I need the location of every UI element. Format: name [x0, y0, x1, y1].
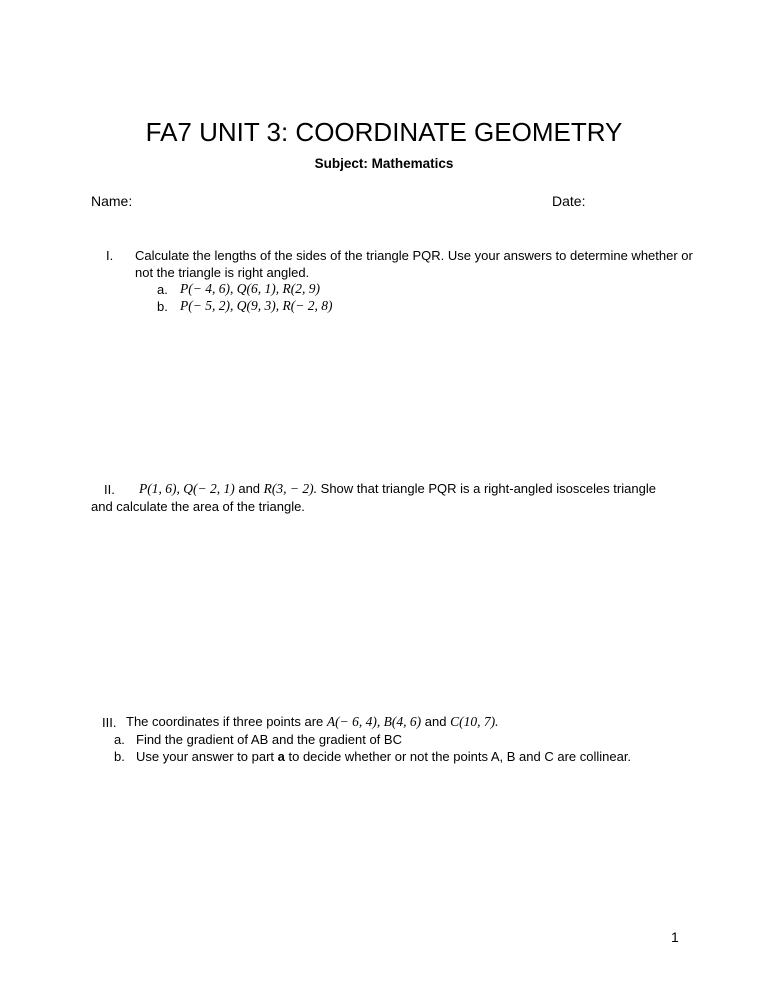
- question-3-and: and: [424, 714, 447, 729]
- question-3-intro: The coordinates if three points are: [126, 714, 324, 729]
- page-title: FA7 UNIT 3: COORDINATE GEOMETRY: [145, 117, 623, 147]
- question-3b-bold-part: a: [277, 749, 285, 764]
- question-2-point-r: R(3, − 2).: [263, 481, 318, 496]
- question-3b-text: [136, 749, 631, 764]
- question-1-line1: Calculate the lengths of the sides of the triangle PQR. Use your answers to determine whether or: [135, 248, 693, 263]
- question-3b-text-after: to decide whether or not the points A, B and C are collinear.: [288, 749, 632, 764]
- question-3-line1: [126, 714, 498, 730]
- question-2-text: Show that triangle PQR is a right-angled isosceles triangle: [320, 481, 656, 496]
- question-1-line2: not the triangle is right angled.: [135, 265, 310, 280]
- question-3-points-ab: A(− 6, 4), B(4, 6): [326, 714, 422, 729]
- question-3a-text: Find the gradient of AB and the gradient of BC: [136, 732, 402, 747]
- question-3b-label: b.: [114, 749, 125, 764]
- question-3-point-c: C(10, 7).: [450, 714, 499, 729]
- question-1-number: I.: [106, 248, 114, 263]
- question-3b-text-before: Use your answer to part: [136, 749, 275, 764]
- question-3-number: III.: [102, 715, 117, 730]
- question-1a-expression: P(− 4, 6), Q(6, 1), R(2, 9): [180, 281, 320, 296]
- date-label: Date:: [552, 193, 586, 209]
- subject-line: Subject: Mathematics: [314, 156, 454, 171]
- question-2-and: and: [238, 481, 261, 496]
- question-1b-expression: P(− 5, 2), Q(9, 3), R(− 2, 8): [180, 298, 333, 313]
- question-3a-label: a.: [114, 732, 125, 747]
- question-2-points-pq: P(1, 6), Q(− 2, 1): [139, 481, 235, 496]
- question-1b-label: b.: [157, 299, 168, 314]
- question-2-line2: and calculate the area of the triangle.: [91, 499, 305, 514]
- name-label: Name:: [91, 193, 133, 209]
- question-2-line1: [139, 481, 656, 497]
- question-1a-label: a.: [157, 282, 168, 297]
- question-2-number: II.: [104, 482, 115, 497]
- page-number: 1: [671, 929, 679, 945]
